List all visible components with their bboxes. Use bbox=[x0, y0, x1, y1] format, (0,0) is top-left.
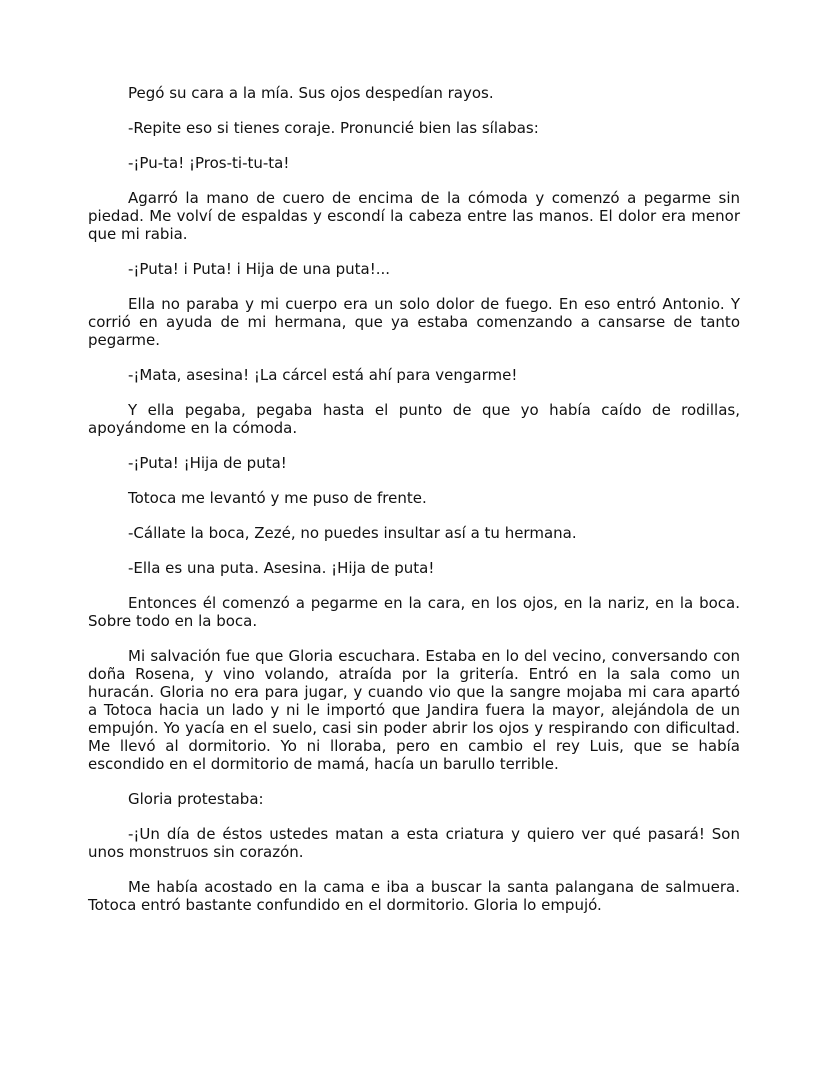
paragraph-14: Mi salvación fue que Gloria escuchara. Estaba en lo del vecino, conversando con doña Rosena, y vino volando, atraída por la gritería. Entró en la sala como un huracán. Gloria no era para jugar, y cuando vio que la sangre mojaba mi cara apartó a Totoca hacia un lado y ni le importó que Jandira fuera la mayor, alejándola de un empujón. Yo yacía en el suelo, casi sin poder abrir los ojos y respirando con dificultad. Me llevó al dormitorio. Yo ni lloraba, pero en cambio el rey Luis, que se había escondido en el dormitorio de mamá, hacía un barullo terrible. bbox=[88, 647, 740, 773]
paragraph-6: Ella no paraba y mi cuerpo era un solo dolor de fuego. En eso entró Antonio. Y corrió en ayuda de mi hermana, que ya estaba comenzando a cansarse de tanto pegarme. bbox=[88, 295, 740, 349]
paragraph-9: -¡Puta! ¡Hija de puta! bbox=[128, 454, 287, 472]
paragraph-12: -Ella es una puta. Asesina. ¡Hija de puta! bbox=[128, 559, 435, 577]
paragraph-11: -Cállate la boca, Zezé, no puedes insultar así a tu hermana. bbox=[128, 524, 577, 542]
paragraph-4: Agarró la mano de cuero de encima de la cómoda y comenzó a pegarme sin piedad. Me volví de espaldas y escondí la cabeza entre las manos. El dolor era menor que mi rabia. bbox=[88, 189, 740, 243]
paragraph-10: Totoca me levantó y me puso de frente. bbox=[128, 489, 427, 507]
paragraph-5: -¡Puta! i Puta! i Hija de una puta!... bbox=[128, 260, 391, 278]
paragraph-1: Pegó su cara a la mía. Sus ojos despedían rayos. bbox=[128, 84, 494, 102]
paragraph-15: Gloria protestaba: bbox=[128, 790, 264, 808]
paragraph-3: -¡Pu-ta! ¡Pros-ti-tu-ta! bbox=[128, 154, 290, 172]
paragraph-2: -Repite eso si tienes coraje. Pronuncié bien las sílabas: bbox=[128, 119, 539, 137]
paragraph-16: -¡Un día de éstos ustedes matan a esta criatura y quiero ver qué pasará! Son unos monstruos sin corazón. bbox=[88, 825, 740, 861]
document-page bbox=[88, 84, 740, 931]
paragraph-17: Me había acostado en la cama e iba a buscar la santa palangana de salmuera. Totoca entró bastante confundido en el dormitorio. Gloria lo empujó. bbox=[88, 878, 740, 914]
paragraph-8: Y ella pegaba, pegaba hasta el punto de que yo había caído de rodillas, apoyándome en la cómoda. bbox=[88, 401, 740, 437]
paragraph-13: Entonces él comenzó a pegarme en la cara, en los ojos, en la nariz, en la boca. Sobre todo en la boca. bbox=[88, 594, 740, 630]
paragraph-7: -¡Mata, asesina! ¡La cárcel está ahí para vengarme! bbox=[128, 366, 518, 384]
